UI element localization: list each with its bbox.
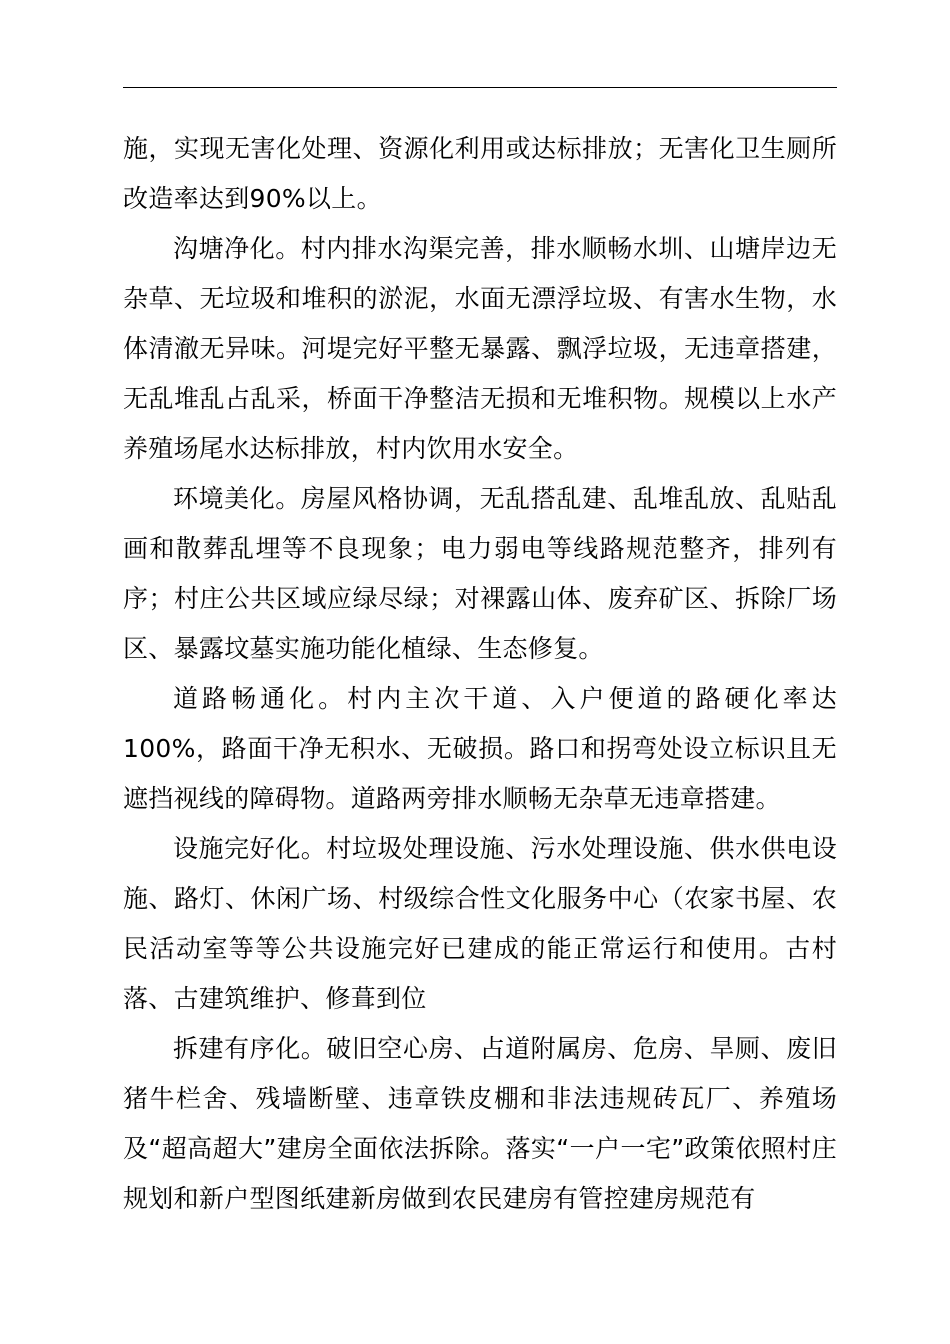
body-text — [123, 124, 837, 1224]
paragraph-huanjing: 环境美化。房屋风格协调，无乱搭乱建、乱堆乱放、乱贴乱画和散葬乱埋等不良现象；电力弱电等线路规范整齐，排列有序；村庄公共区域应绿尽绿；对裸露山体、废弃矿区、拆除厂场区、暴露坟墓实施功能化植绿、生态修复。 — [123, 484, 837, 663]
header-rule — [123, 87, 837, 88]
paragraph-ditang: 沟塘净化。村内排水沟渠完善，排水顺畅水圳、山塘岸边无杂草、无垃圾和堆积的淤泥，水面无漂浮垃圾、有害水生物，水体清澈无异味。河堤完好平整无暴露、飘浮垃圾，无违章搭建，无乱堆乱占乱采，桥面干净整洁无损和无堆积物。规模以上水产养殖场尾水达标排放，村内饮用水安全。 — [123, 234, 837, 463]
paragraph-chaijian: 拆建有序化。破旧空心房、占道附属房、危房、旱厕、废旧猪牛栏舍、残墙断壁、违章铁皮棚和非法违规砖瓦厂、养殖场及“超高超大”建房全面依法拆除。落实“一户一宅”政策依照村庄规划和新户型图纸建新房做到农民建房有管控建房规范有 — [123, 1034, 837, 1213]
paragraph-daolu: 道路畅通化。村内主次干道、入户便道的路硬化率达100%，路面干净无积水、无破损。路口和拐弯处设立标识且无遮挡视线的障碍物。道路两旁排水顺畅无杂草无违章搭建。 — [123, 684, 837, 813]
paragraph-continuation: 施，实现无害化处理、资源化利用或达标排放；无害化卫生厕所改造率达到90%以上。 — [123, 134, 837, 213]
paragraph-sheshi: 设施完好化。村垃圾处理设施、污水处理设施、供水供电设施、路灯、休闲广场、村级综合性文化服务中心（农家书屋、农民活动室等等公共设施完好已建成的能正常运行和使用。古村落、古建筑维护、修葺到位 — [123, 834, 837, 1013]
